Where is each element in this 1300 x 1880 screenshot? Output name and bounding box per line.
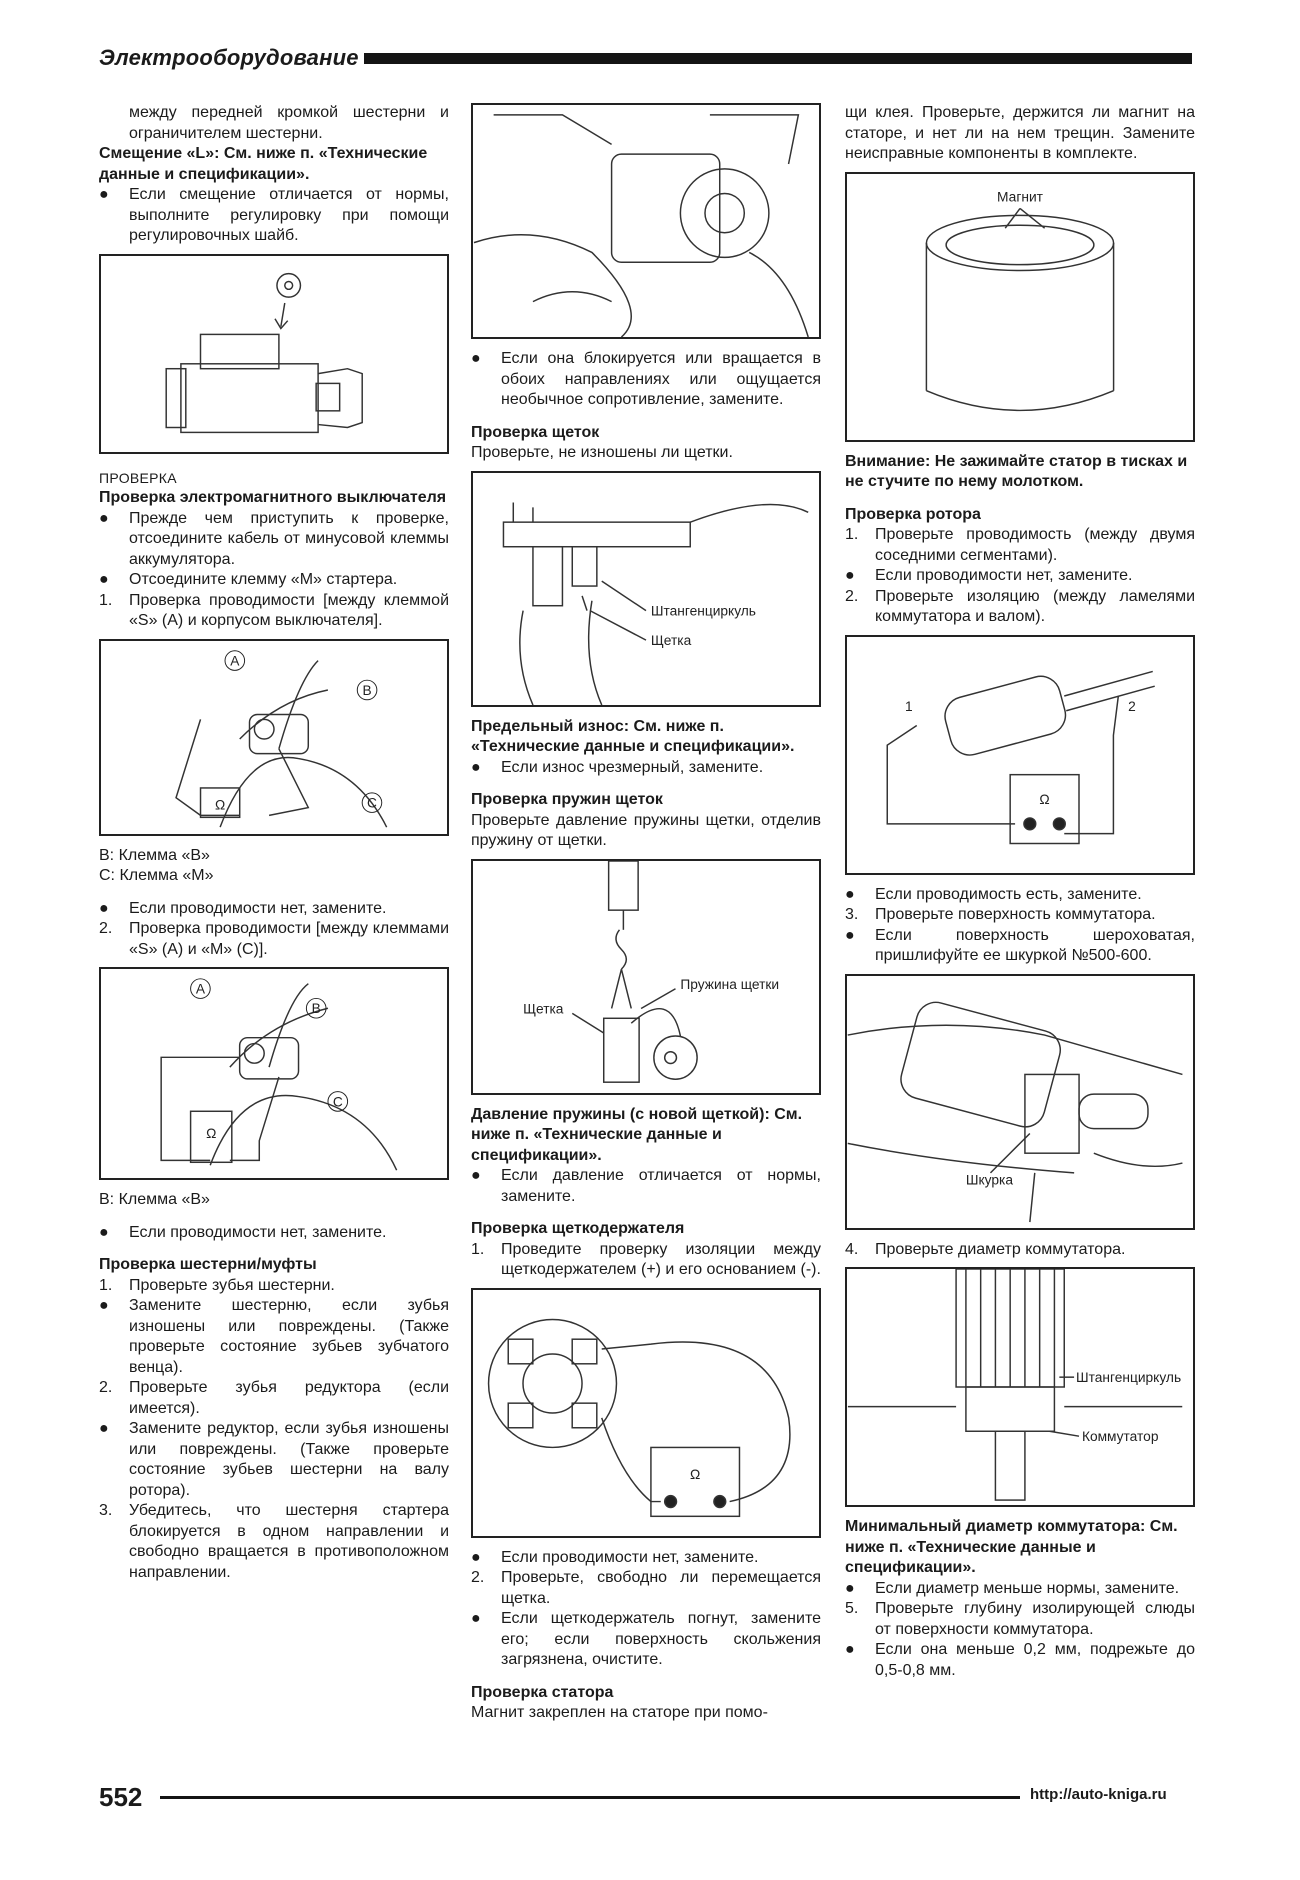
svg-text:Магнит: Магнит xyxy=(997,189,1043,205)
bullet-item: ● Если щеткодержатель погнут, замените его; если поверхность скольжения загрязнена, очистите. xyxy=(471,1610,821,1668)
paragraph: Магнит закреплен на статоре при помо- xyxy=(471,1704,768,1721)
svg-text:Ω: Ω xyxy=(1039,791,1050,807)
bullet-item: ● Если диаметр меньше нормы, замените. xyxy=(845,1579,1180,1597)
figure-starter-offset xyxy=(99,254,449,454)
gear-heading: Проверка шестерни/муфты xyxy=(99,1256,317,1273)
header-rule xyxy=(364,53,1192,64)
figure-rotor-test xyxy=(845,635,1195,875)
brush-heading: Проверка щеток xyxy=(471,423,600,441)
numbered-item: 4. Проверьте диаметр коммутатора. xyxy=(845,1240,1126,1258)
bullet-item: ● Если проводимости нет, замените. xyxy=(99,899,387,917)
holder-heading: Проверка щеткодержателя xyxy=(471,1220,685,1237)
bullet-item: ● Прежде чем приступить к проверке, отсоедините кабель от минусовой клеммы аккумулятора. xyxy=(99,509,449,568)
bullet-item: ● Замените редуктор, если зубья изношены или повреждены. (Также проверьте состояние зубьев шестерни на валу ротора). xyxy=(99,1420,449,1499)
svg-text:C: C xyxy=(367,795,377,811)
legend-b: B: Клемма «B» xyxy=(99,846,210,864)
numbered-item: 3. Проверьте поверхность коммутатора. xyxy=(845,906,1156,923)
column-2 xyxy=(471,103,821,1724)
svg-text:2: 2 xyxy=(1128,698,1136,714)
svg-text:Пружина щетки: Пружина щетки xyxy=(680,976,780,992)
bullet-item: ● Если она меньше 0,2 мм, подрежьте до 0,5-0,8 мм. xyxy=(845,1641,1195,1679)
footer-url[interactable]: http://auto-kniga.ru xyxy=(1030,1786,1167,1803)
starter-side-view-drawing xyxy=(101,256,447,452)
paragraph: между передней кромкой шестерни и ограничителем шестерни. xyxy=(129,104,449,142)
svg-text:Коммутатор: Коммутатор xyxy=(1081,1429,1159,1445)
bullet-item: ● Если проводимость есть, замените. xyxy=(845,885,1142,903)
bullet-item: ● Если она блокируется или вращается в обоих направлениях или ощущается необычное сопротивление, замените. xyxy=(471,350,821,408)
svg-text:1: 1 xyxy=(904,698,913,714)
rotor-heading: Проверка ротора xyxy=(845,505,981,523)
svg-text:Шкурка: Шкурка xyxy=(965,1172,1014,1188)
stator-heading: Проверка статора xyxy=(471,1683,614,1701)
svg-text:A: A xyxy=(230,652,240,668)
footer-rule xyxy=(160,1796,1020,1799)
bullet-item: ● Если поверхность шероховатая, пришлифуйте ее шкуркой №500-600. xyxy=(845,926,1195,964)
offset-heading: Смещение «L»: См. ниже п. «Технические данные и спецификации». xyxy=(99,145,428,183)
numbered-item: 1. Проверка проводимости [между клеммой «S» (A) и корпусом выключателя]. xyxy=(99,591,449,629)
figure-commutator-sanding xyxy=(845,974,1195,1230)
numbered-item: 2. Проверьте, свободно ли перемещается щетка. xyxy=(471,1569,821,1607)
bullet-item: ● Если проводимости нет, замените. xyxy=(845,567,1133,584)
figure-brush-spring xyxy=(471,859,821,1095)
figure-brush-caliper xyxy=(471,471,821,707)
pressure-heading: Давление пружины (с новой щеткой): См. ниже п. «Технические данные и спецификации». xyxy=(471,1105,803,1164)
numbered-item: 2. Проверка проводимости [между клеммами «S» (A) и «M» (C)]. xyxy=(99,920,449,958)
spring-heading: Проверка пружин щеток xyxy=(471,791,663,808)
bullet-item: ● Отсоедините клемму «М» стартера. xyxy=(99,571,398,588)
numbered-item: 1. Проверьте зубья шестерни. xyxy=(99,1276,335,1294)
svg-text:Штангенциркуль: Штангенциркуль xyxy=(1076,1370,1182,1386)
paragraph: Проверьте, не изношены ли щетки. xyxy=(471,444,733,461)
svg-text:C: C xyxy=(332,1094,343,1110)
page-number: 552 xyxy=(99,1782,143,1812)
numbered-item: 1. Проверьте проводимость (между двумя соседними сегментами). xyxy=(845,526,1195,564)
bullet-item: ● Если проводимости нет, замените. xyxy=(99,1223,387,1241)
svg-text:Штангенциркуль: Штангенциркуль xyxy=(650,603,756,619)
solenoid-heading: Проверка электромагнитного выключателя xyxy=(99,489,447,506)
svg-text:A: A xyxy=(195,981,205,997)
pinion-gear-drawing xyxy=(473,105,819,337)
numbered-item: 3. Убедитесь, что шестерня стартера блокируется в одном направлении и свободно вращается в противоположном направлении. xyxy=(99,1502,449,1581)
svg-text:B: B xyxy=(311,1001,321,1017)
warning-text: Внимание: Не зажимайте статор в тисках и не стучите по нему молотком. xyxy=(845,452,1188,490)
figure-solenoid-test-2 xyxy=(99,967,449,1180)
section-label: ПРОВЕРКА xyxy=(99,469,177,486)
bullet-item: ● Если давление отличается от нормы, замените. xyxy=(471,1167,821,1205)
svg-text:Ω: Ω xyxy=(214,797,226,813)
svg-text:Ω: Ω xyxy=(206,1125,217,1141)
bullet-item: ● Если смещение отличается от нормы, выполните регулировку при помощи регулировочных шайб. xyxy=(99,186,449,244)
column-3 xyxy=(845,103,1195,1681)
numbered-item: 2. Проверьте зубья редуктора (если имеется). xyxy=(99,1379,449,1417)
bullet-item: ● Если износ чрезмерный, замените. xyxy=(471,758,764,776)
figure-solenoid-test-1 xyxy=(99,639,449,836)
svg-text:Щетка: Щетка xyxy=(650,632,692,648)
numbered-item: 1. Проведите проверку изоляции между щеткодержателем (+) и его основанием (-). xyxy=(471,1240,821,1278)
svg-text:Щетка: Щетка xyxy=(523,1000,564,1016)
labels xyxy=(191,979,348,1141)
bullet-item: ● Если проводимости нет, замените. xyxy=(471,1548,759,1566)
legend-b: B: Клемма «B» xyxy=(99,1191,210,1208)
column-1 xyxy=(99,103,449,1583)
figure-commutator-diameter xyxy=(845,1267,1195,1507)
figure-stator-magnet xyxy=(845,172,1195,442)
numbered-item: 5. Проверьте глубину изолирующей слюды от поверхности коммутатора. xyxy=(845,1600,1195,1638)
figure-brush-holder xyxy=(471,1288,821,1538)
numbered-item: 2. Проверьте изоляцию (между ламелями коммутатора и валом). xyxy=(845,587,1195,625)
svg-text:B: B xyxy=(362,682,372,698)
min-diameter-heading: Минимальный диаметр коммутатора: См. ниже п. «Технические данные и спецификации». xyxy=(845,1518,1178,1576)
page-header-title: Электрооборудование xyxy=(99,45,359,70)
wear-heading: Предельный износ: См. ниже п. «Технические данные и спецификации». xyxy=(471,717,795,755)
legend-c: C: Клемма «M» xyxy=(99,867,214,884)
svg-text:Ω: Ω xyxy=(690,1466,701,1482)
paragraph: щи клея. Проверьте, держится ли магнит на статоре, и нет ли на нем трещин. Замените неисправные компоненты в комплекте. xyxy=(845,104,1195,162)
paragraph: Проверьте давление пружины щетки, отделив пружину от щетки. xyxy=(471,811,821,849)
bullet-item: ● Замените шестерню, если зубья изношены или повреждены. (Также проверьте состояние зубьев зубчатого венца). xyxy=(99,1297,449,1376)
figure-pinion-gear xyxy=(471,103,821,339)
